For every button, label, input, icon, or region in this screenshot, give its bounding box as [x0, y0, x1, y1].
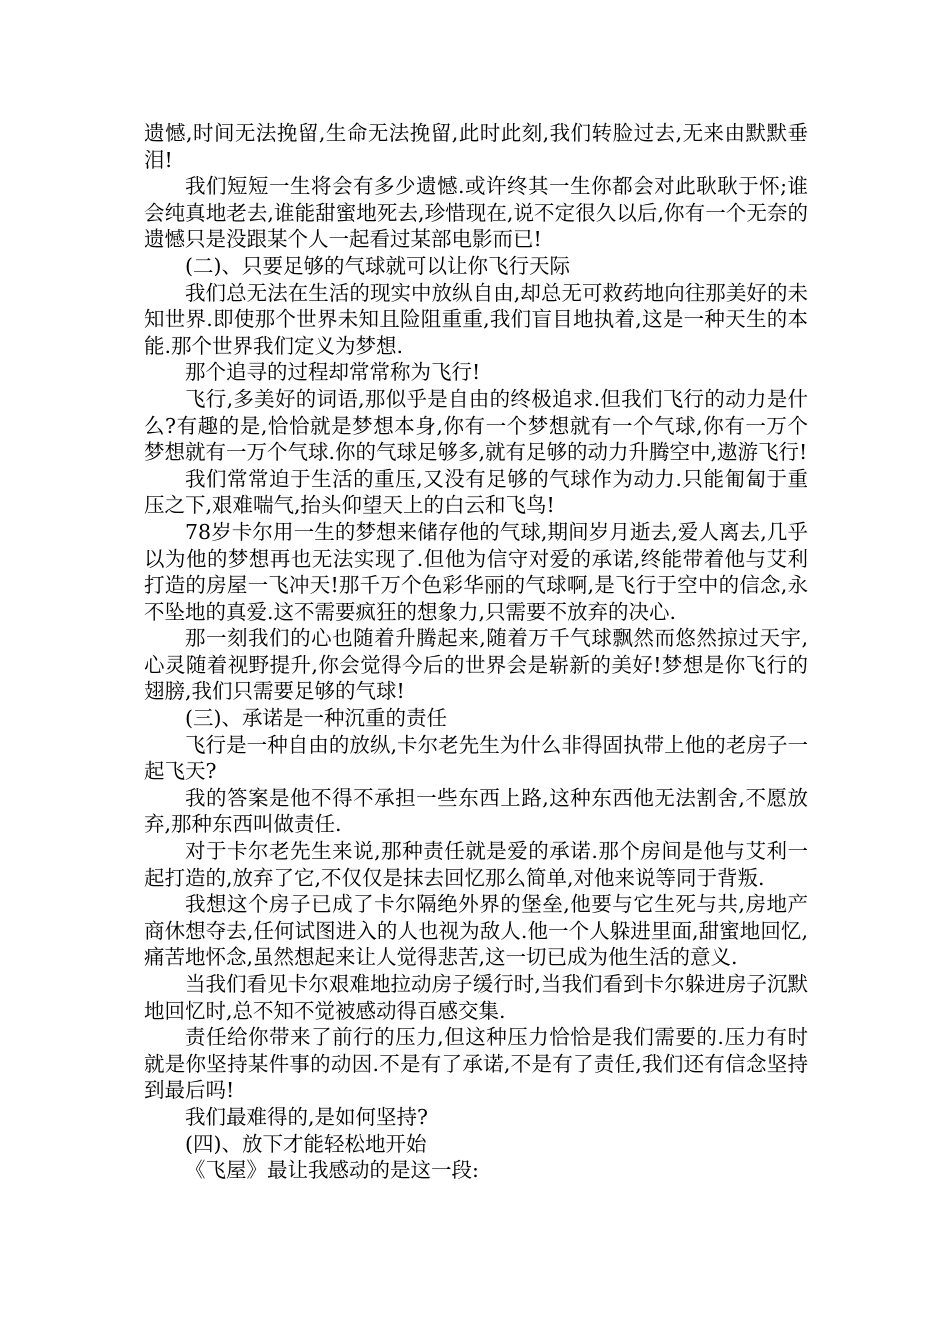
paragraph: 我们总无法在生活的现实中放纵自由,却总无可救药地向往那美好的未知世界.即使那个世界未知且险阻重重,我们盲目地执着,这是一种天生的本能.那个世界我们定义为梦想.	[144, 280, 808, 358]
paragraph: 当我们看见卡尔艰难地拉动房子缓行时,当我们看到卡尔躲进房子沉默地回忆时,总不知不觉被感动得百感交集.	[144, 972, 808, 1023]
section-heading-3: (三)、承诺是一种沉重的责任	[185, 706, 447, 731]
paragraph: 《飞屋》最让我感动的是这一段:	[185, 1158, 479, 1183]
paragraph: 78岁卡尔用一生的梦想来储存他的气球,期间岁月逝去,爱人离去,几乎以为他的梦想再也无法实现了.但他为信守对爱的承诺,终能带着他与艾利打造的房屋一飞冲天!那千万个色彩华丽的气球啊,是飞行于空中的信念,永不坠地的真爱.这不需要疯狂的想象力,只需要不放弃的决心.	[144, 519, 808, 624]
paragraph: 我的答案是他不得不承担一些东西上路,这种东西他无法割舍,不愿放弃,那种东西叫做责任.	[144, 785, 808, 837]
paragraph: 我们常常迫于生活的重压,又没有足够的气球作为动力.只能匍匐于重压之下,艰难喘气,抬头仰望天上的白云和飞鸟!	[144, 466, 808, 518]
paragraph-continuation: 遗憾,时间无法挽留,生命无法挽留,此时此刻,我们转脸过去,无来由默默垂泪!	[144, 121, 808, 172]
paragraph: 飞行是一种自由的放纵,卡尔老先生为什么非得固执带上他的老房子一起飞天?	[144, 732, 808, 784]
paragraph: 飞行,多美好的词语,那似乎是自由的终极追求.但我们飞行的动力是什么?有趣的是,恰恰就是梦想本身,你有一个梦想就有一个气球,你有一万个梦想就有一万个气球.你的气球足够多,就有足够的动力升腾空中,遨游飞行!	[144, 386, 808, 465]
paragraph: 我们最难得的,是如何坚持?	[185, 1104, 429, 1129]
section-heading-2: (二)、只要足够的气球就可以让你飞行天际	[185, 253, 570, 278]
paragraph: 对于卡尔老先生来说,那种责任就是爱的承诺.那个房间是他与艾利一起打造的,放弃了它,不仅仅是抹去回忆那么简单,对他来说等同于背叛.	[144, 839, 808, 890]
paragraph: 责任给你带来了前行的压力,但这种压力恰恰是我们需要的.压力有时就是你坚持某件事的动因.不是有了承诺,不是有了责任,我们还有信念坚持到最后吗!	[144, 1025, 808, 1103]
paragraph: 那个追寻的过程却常常称为飞行!	[185, 360, 481, 385]
paragraph: 我们短短一生将会有多少遗憾.或许终其一生你都会对此耿耿于怀;谁会纯真地老去,谁能甜蜜地死去,珍惜现在,说不定很久以后,你有一个无奈的遗憾只是没跟某个人一起看过某部电影而已!	[144, 174, 808, 252]
section-heading-4: (四)、放下才能轻松地开始	[185, 1131, 427, 1156]
paragraph: 我想这个房子已成了卡尔隔绝外界的堡垒,他要与它生死与共,房地产商休想夺去,任何试图进入的人也视为敌人.他一个人躲进里面,甜蜜地回忆,痛苦地怀念,虽然想起来让人觉得悲苦,这一切已成为他生活的意义.	[144, 892, 808, 970]
paragraph: 那一刻我们的心也随着升腾起来,随着万千气球飘然而悠然掠过天宇,心灵随着视野提升,你会觉得今后的世界会是崭新的美好!梦想是你飞行的翅膀,我们只需要足够的气球!	[144, 626, 808, 704]
document-body	[144, 120, 808, 1184]
